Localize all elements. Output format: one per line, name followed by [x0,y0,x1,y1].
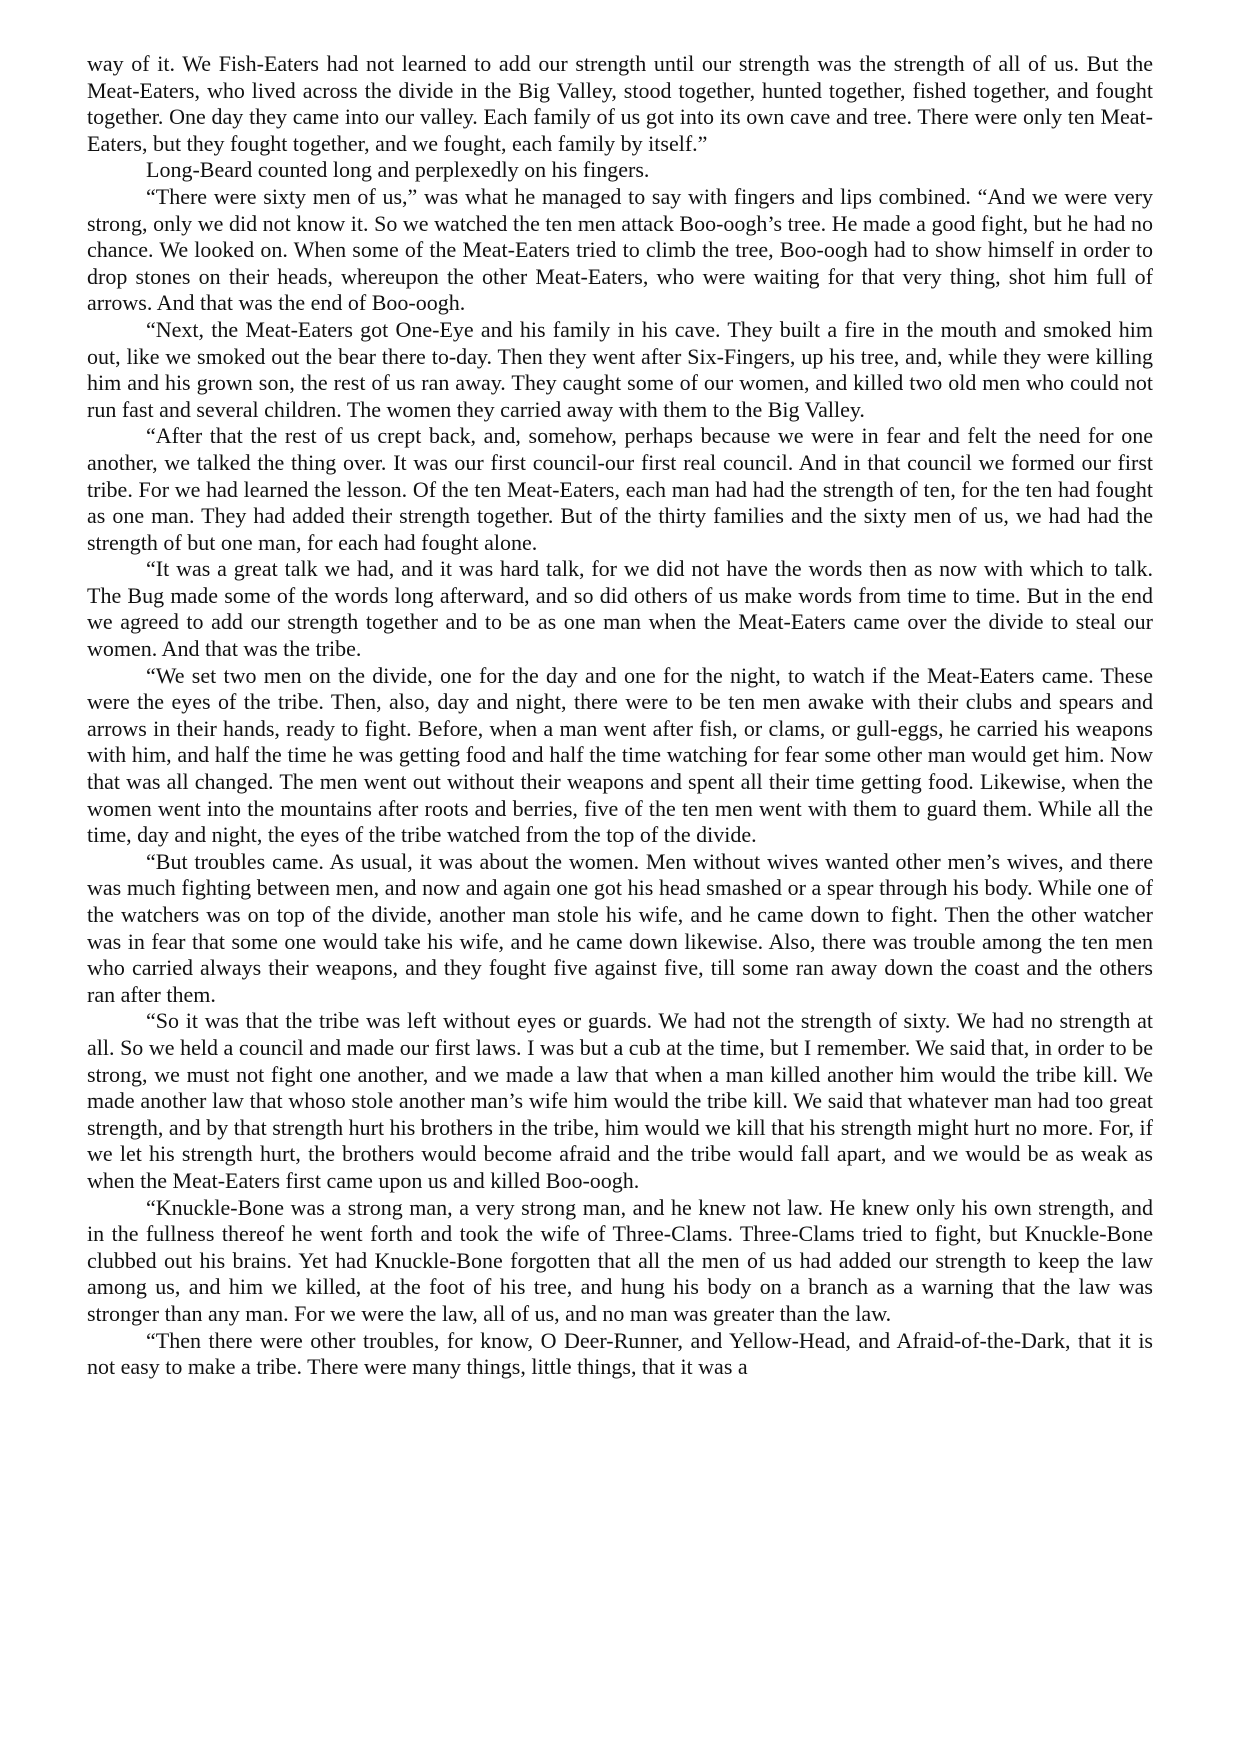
paragraph-5: “After that the rest of us crept back, and, somehow, perhaps because we were in fear and felt the need for one another, we talked the thing over. It was our first council-our first real council. And in that council we formed our first tribe. For we had learned the lesson. Of the ten Meat-Eaters, each man had had the strength of ten, for the ten had fought as one man. They had added their strength together. But of the thirty families and the sixty men of us, we had had the strength of but one man, for each had fought alone. [87,423,1153,555]
paragraph-8: “But troubles came. As usual, it was about the women. Men without wives wanted other men’s wives, and there was much fighting between men, and now and again one got his head smashed or a spear through his body. While one of the watchers was on top of the divide, another man stole his wife, and he came down to fight. Then the other watcher was in fear that some one would take his wife, and he came down likewise. Also, there was trouble among the ten men who carried always their weapons, and they fought five against five, till some ran away down the coast and the others ran after them. [87,848,1153,1007]
paragraph-3: “There were sixty men of us,” was what he managed to say with fingers and lips combined. “And we were very strong, only we did not know it. So we watched the ten men attack Boo-oogh’s tree. He made a good fight, but he had no chance. We looked on. When some of the Meat-Eaters tried to climb the tree, Boo-oogh had to show himself in order to drop stones on their heads, whereupon the other Meat-Eaters, who were waiting for that very thing, shot him full of arrows. And that was the end of Boo-oogh. [87,183,1153,316]
paragraph-11: “Then there were other troubles, for know, O Deer-Runner, and Yellow-Head, and Afraid-of-the-Dark, that it is not easy to make a tribe. There were many things, little things, that it was a [87,1327,1153,1380]
document-page [87,51,1153,1381]
paragraph-10: “Knuckle-Bone was a strong man, a very strong man, and he knew not law. He knew only his own strength, and in the fullness thereof he went forth and took the wife of Three-Clams. Three-Clams tried to fight, but Knuckle-Bone clubbed out his brains. Yet had Knuckle-Bone forgotten that all the men of us had added our strength to keep the law among us, and him we killed, at the foot of his tree, and hung his body on a branch as a warning that the law was stronger than any man. For we were the law, all of us, and no man was greater than the law. [87,1194,1153,1326]
paragraph-6: “It was a great talk we had, and it was hard talk, for we did not have the words then as now with which to talk. The Bug made some of the words long afterward, and so did others of us make words from time to time. But in the end we agreed to add our strength together and to be as one man when the Meat-Eaters came over the divide to steal our women. And that was the tribe. [87,556,1153,662]
paragraph-4: “Next, the Meat-Eaters got One-Eye and his family in his cave. They built a fire in the mouth and smoked him out, like we smoked out the bear there to-day. Then they went after Six-Fingers, up his tree, and, while they were killing him and his grown son, the rest of us ran away. They caught some of our women, and killed two old men who could not run fast and several children. The women they carried away with them to the Big Valley. [87,316,1153,422]
paragraph-1: way of it. We Fish-Eaters had not learned to add our strength until our strength was the strength of all of us. But the Meat-Eaters, who lived across the divide in the Big Valley, stood together, hunted together, fished together, and fought together. One day they came into our valley. Each family of us got into its own cave and tree. There were only ten Meat-Eaters, but they fought together, and we fought, each family by itself.” [87,51,1153,156]
paragraph-2: Long-Beard counted long and perplexedly on his fingers. [146,157,650,183]
paragraph-9: “So it was that the tribe was left without eyes or guards. We had not the strength of sixty. We had no strength at all. So we held a council and made our first laws. I was but a cub at the time, but I remember. We said that, in order to be strong, we must not fight one another, and we made a law that when a man killed another him would the tribe kill. We made another law that whoso stole another man’s wife him would the tribe kill. We said that whatever man had too great strength, and by that strength hurt his brothers in the tribe, him would we kill that his strength might hurt no more. For, if we let his strength hurt, the brothers would become afraid and the tribe would fall apart, and we would be as weak as when the Meat-Eaters first came upon us and killed Boo-oogh. [87,1008,1153,1193]
paragraph-7: “We set two men on the divide, one for the day and one for the night, to watch if the Meat-Eaters came. These were the eyes of the tribe. Then, also, day and night, there were to be ten men awake with their clubs and spears and arrows in their hands, ready to fight. Before, when a man went after fish, or clams, or gull-eggs, he carried his weapons with him, and half the time he was getting food and half the time watching for fear some other man would get him. Now that was all changed. The men went out without their weapons and spent all their time getting food. Likewise, when the women went into the mountains after roots and berries, five of the ten men went with them to guard them. While all the time, day and night, the eyes of the tribe watched from the top of the divide. [87,662,1153,848]
